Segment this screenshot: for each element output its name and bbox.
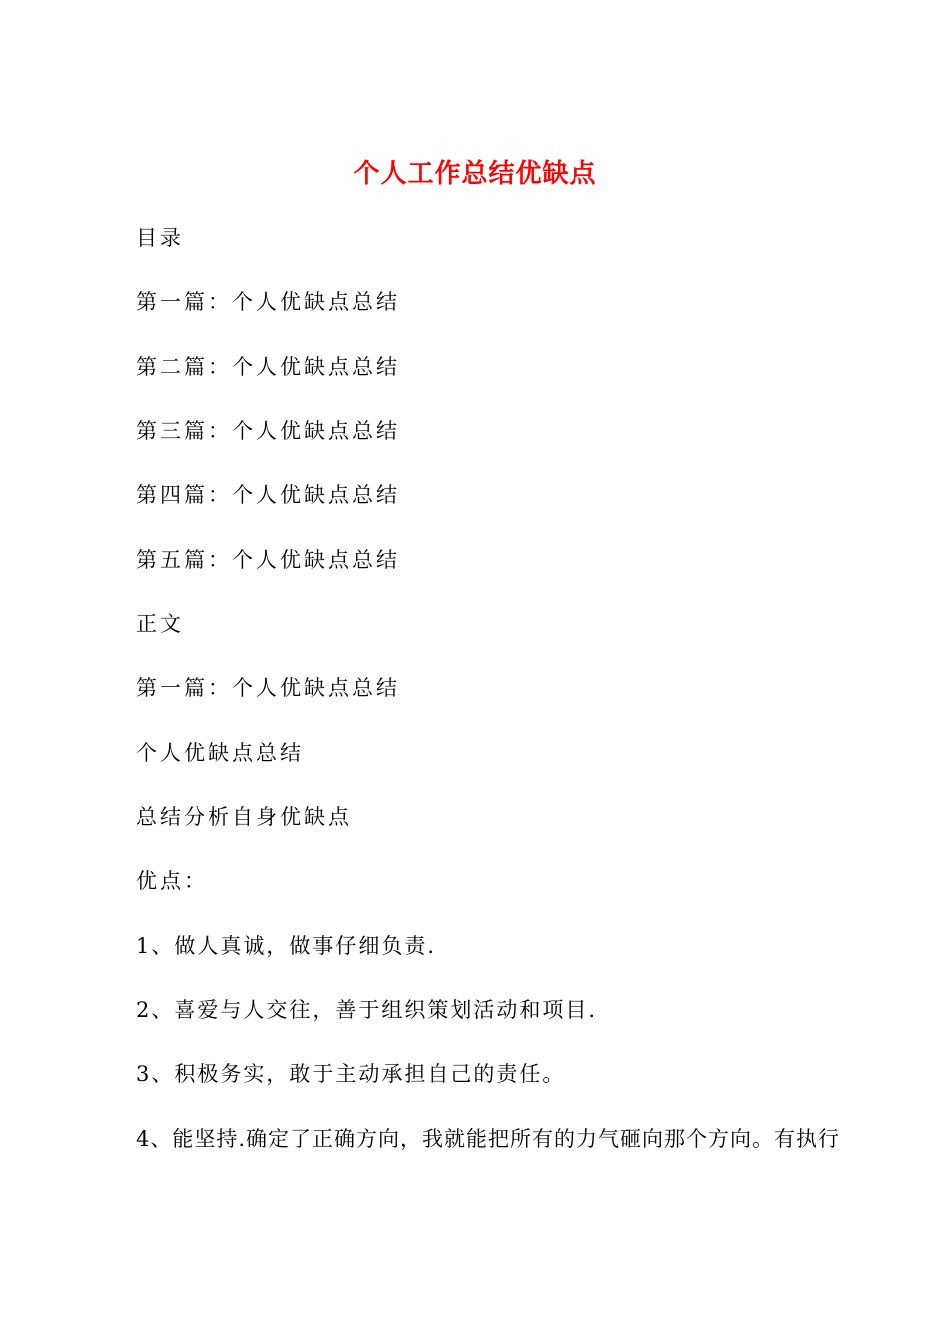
strength-item-3: 3、积极务实，敢于主动承担自己的责任。 bbox=[136, 1062, 566, 1086]
strength-item-1: 1、做人真诚，做事仔细负责. bbox=[136, 934, 437, 958]
section-title: 个人优缺点总结 bbox=[136, 741, 304, 765]
toc-heading: 目录 bbox=[136, 226, 184, 250]
section-subtitle: 总结分析自身优缺点 bbox=[136, 805, 352, 829]
toc-item-2: 第二篇：个人优缺点总结 bbox=[136, 355, 400, 379]
toc-item-1: 第一篇：个人优缺点总结 bbox=[136, 290, 400, 314]
strength-item-4: 4、能坚持.确定了正确方向，我就能把所有的力气砸向那个方向。有执行 bbox=[136, 1127, 841, 1151]
chapter-heading: 第一篇：个人优缺点总结 bbox=[136, 676, 400, 700]
strength-item-2: 2、喜爱与人交往，善于组织策划活动和项目. bbox=[136, 998, 598, 1022]
toc-item-3: 第三篇：个人优缺点总结 bbox=[136, 419, 400, 443]
body-heading: 正文 bbox=[136, 612, 184, 636]
toc-item-4: 第四篇：个人优缺点总结 bbox=[136, 483, 400, 507]
toc-item-5: 第五篇：个人优缺点总结 bbox=[136, 548, 400, 572]
document-title: 个人工作总结优缺点 bbox=[353, 159, 597, 189]
strengths-heading: 优点： bbox=[136, 869, 208, 893]
